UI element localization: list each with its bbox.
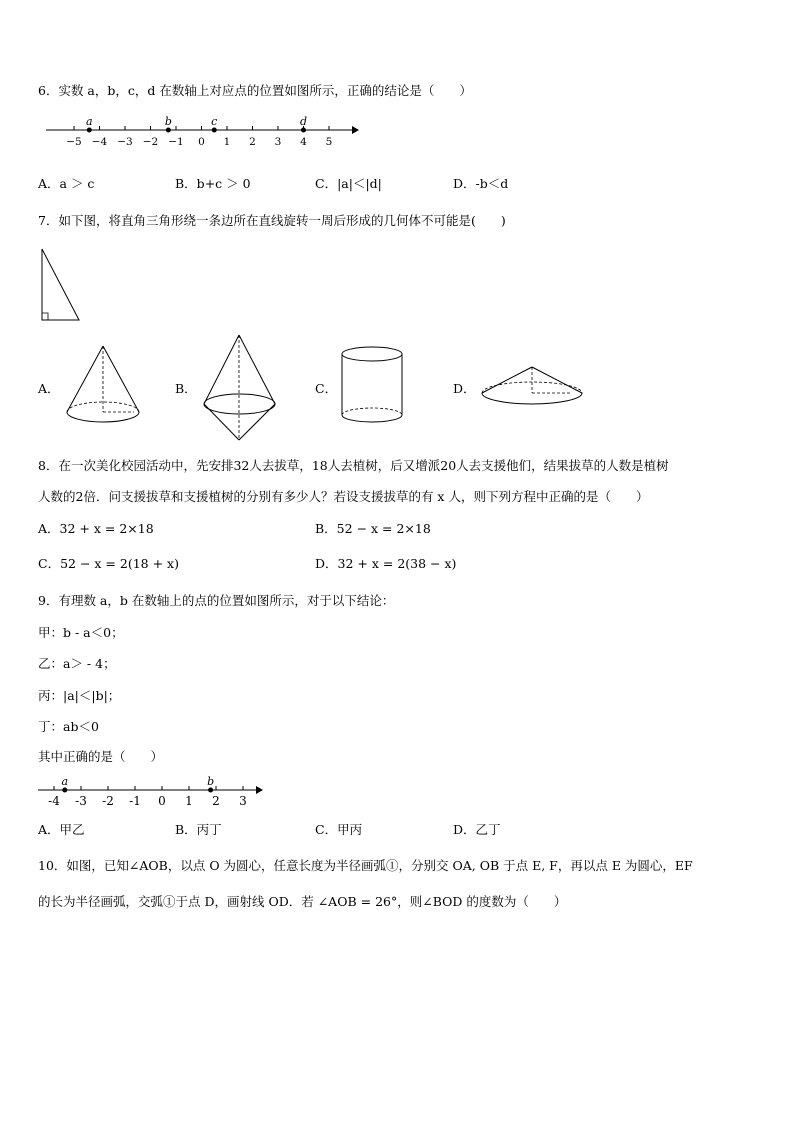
q6-option-a: A．a ＞ c [38, 176, 95, 191]
q6-axis-arrow [352, 126, 359, 134]
tick-label: 3 [274, 136, 282, 148]
q8-stem-line2: 人数的2倍．问支援拔草和支援植树的分别有多少人？若设支援拔草的有 x 人，则下列方程中正确的是（ ） [38, 489, 649, 504]
point-c [212, 128, 217, 133]
q9-number-line [38, 776, 278, 812]
q7-stem: 7．如下图，将直角三角形绕一条边所在直线旋转一周后形成的几何体不可能是( ) [38, 213, 506, 228]
cylinder-figure [341, 345, 411, 425]
q7-label-b: B． [175, 381, 197, 396]
tick-label: 3 [239, 794, 247, 808]
q9-option-a: A．甲乙 [38, 822, 85, 837]
point-label: c [211, 115, 218, 128]
tick-label: -4 [48, 794, 60, 808]
point-label: d [299, 115, 308, 128]
point-d [301, 128, 306, 133]
point-label: b [164, 115, 172, 128]
point-b [208, 788, 213, 793]
q6-number-line [46, 115, 366, 152]
q9-statement-ding: 丁：ab＜0 [38, 719, 99, 734]
q8-option-d: D．32 + x = 2(38 − x) [315, 556, 457, 571]
tick-label: 0 [158, 794, 166, 808]
tick-label: 1 [223, 136, 231, 148]
q7-label-c: C． [315, 381, 338, 396]
q8-option-b: B．52 − x = 2×18 [315, 521, 431, 536]
tick-label: -1 [129, 794, 141, 808]
tick-label: −4 [91, 136, 108, 148]
q10-stem-line1: 10．如图，已知∠AOB，以点 O 为圆心，任意长度为半径画弧①，分别交 OA, OB 于点 E, F，再以点 E 为圆心，EF [38, 858, 693, 873]
tick-label: -3 [75, 794, 87, 808]
tick-label: −1 [168, 136, 184, 148]
flat-cone-figure [480, 365, 590, 415]
q6-option-b: B．b+c ＞ 0 [175, 176, 251, 191]
tick-label: 2 [212, 794, 220, 808]
tick-label: -2 [102, 794, 114, 808]
q9-stem: 9．有理数 a，b 在数轴上的点的位置如图所示，对于以下结论： [38, 593, 395, 608]
q8-option-c: C．52 − x = 2(18 + x) [38, 556, 179, 571]
tick-label: 1 [185, 794, 193, 808]
tick-label: −5 [66, 136, 82, 148]
q9-statement-jia: 甲：b - a＜0； [38, 625, 124, 640]
q8-stem-line1: 8．在一次美化校园活动中，先安排32人去拔草，18人去植树，后又增派20人去支援他们，结果拔草的人数是植树 [38, 458, 669, 473]
q9-option-b: B．丙丁 [175, 822, 222, 837]
double-cone-figure [201, 333, 291, 443]
point-a [62, 788, 67, 793]
q7-label-a: A． [38, 381, 60, 396]
q6-stem: 6．实数 a，b，c，d 在数轴上对应点的位置如图所示，正确的结论是（ ） [38, 83, 472, 98]
tick-label: 5 [325, 136, 333, 148]
q6-option-d: D．-b＜d [453, 176, 509, 191]
tick-label: 0 [198, 136, 205, 148]
tick-label: −2 [142, 136, 159, 148]
point-label: a [61, 775, 69, 788]
point-b [166, 128, 171, 133]
q8-option-a: A．32 + x = 2×18 [38, 521, 154, 536]
point-label: a [86, 115, 93, 128]
q9-statement-yi: 乙：a＞ - 4； [38, 656, 116, 671]
q9-option-c: C．甲丙 [315, 822, 363, 837]
q9-prompt: 其中正确的是（ ） [38, 749, 164, 764]
cone-figure [64, 344, 154, 434]
point-a [87, 128, 92, 133]
point-label: b [207, 775, 215, 788]
tick-label: 2 [249, 136, 256, 148]
tick-label: 4 [300, 136, 307, 148]
q9-option-d: D．乙丁 [453, 822, 501, 837]
q9-statement-bing: 丙：|a|＜|b|； [38, 688, 121, 703]
q6-option-c: C．|a|＜|d| [315, 176, 382, 191]
q10-stem-line2: 的长为半径画弧，交弧①于点 D，画射线 OD．若 ∠AOB = 26°，则∠BOD 的度数为（ ） [38, 894, 567, 909]
q7-label-d: D． [453, 381, 476, 396]
q9-axis-arrow [256, 786, 263, 794]
tick-label: −3 [117, 136, 133, 148]
right-triangle-figure [40, 246, 90, 326]
